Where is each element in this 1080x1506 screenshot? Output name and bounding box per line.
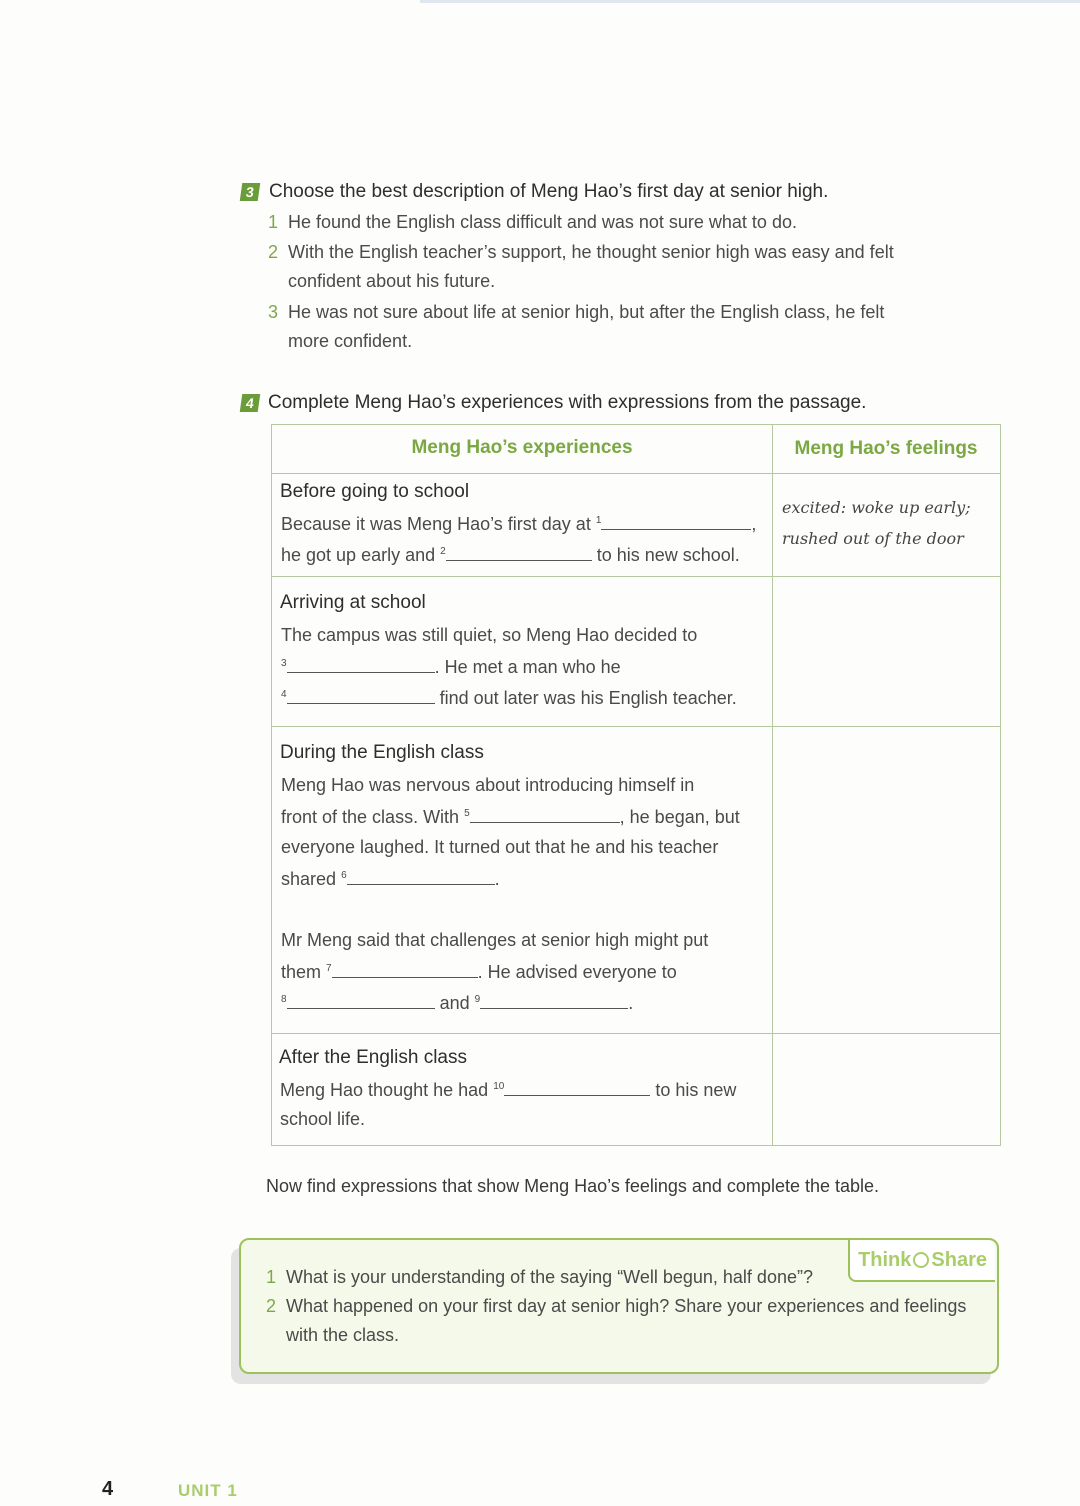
unit-label: UNIT 1 [178,1481,238,1500]
text: . He advised everyone to [477,962,677,982]
think-share-tag [848,1240,995,1282]
handwritten-feeling-line-2: rushed out of the door [782,529,964,548]
exercise-4-badge: 4 [240,394,261,412]
blank-number: 1 [595,515,602,526]
blank-number: 5 [464,808,470,819]
share-label: Share [931,1249,987,1271]
blank-number: 7 [326,963,332,974]
row-text-line: Because it was Meng Hao’s first day at $^1$ , [281,514,757,534]
answer-blank[interactable] [470,806,620,823]
row-text-line [281,544,740,566]
option-text: He found the English class difficult and was not sure what to do. [288,212,797,232]
blank-number: 2 [440,546,446,557]
text: he got up early and [281,545,436,565]
row-heading: During the English class [280,742,484,763]
blank-number: 8 [281,994,287,1005]
row-text-line [281,961,677,983]
text: . He met a man who he [434,657,621,677]
exercise-3-option-2-cont: confident about his future. [288,271,496,291]
answer-blank[interactable] [480,992,628,1009]
table-rule [272,1033,1000,1034]
text: Because it was Meng Hao’s first day at [281,514,591,534]
row-text-line: Meng Hao was nervous about introducing himself in [281,775,695,795]
row-text-line: school life. [280,1109,366,1129]
option-number: 1 [268,212,279,232]
answer-blank[interactable] [446,544,592,561]
text: Meng Hao thought he had [280,1080,489,1100]
text: to his new school. [596,545,740,565]
text: and [439,993,470,1013]
option-text: With the English teacher’s support, he thought senior high was easy and felt [288,242,894,262]
row-heading: Before going to school [280,481,470,502]
answer-blank[interactable] [332,961,478,978]
table-rule [272,473,1000,474]
row-text-line: shared $^6$ . [281,869,500,889]
answer-blank[interactable] [287,687,435,704]
page-number: 4 [102,1478,114,1500]
question-number: 1 [266,1267,277,1287]
row-heading: Arriving at school [280,592,426,613]
row-text-line: The campus was still quiet, so Meng Hao decided to [281,625,698,645]
table-header-experiences: Meng Hao’s experiences [411,437,633,458]
text: them [281,962,322,982]
row-text-line [281,687,737,709]
question-2 [266,1291,966,1321]
question-number: 2 [266,1296,277,1316]
text: front of the class. With [281,807,460,827]
row-text-line: Mr Meng said that challenges at senior high might put [281,930,709,950]
think-label: Think [858,1249,912,1271]
question-1 [266,1262,813,1292]
think-share-box [239,1238,999,1374]
row-text-line [280,1079,736,1101]
blank-number: 6 [341,870,347,881]
row-text-line: everyone laughed. It turned out that he and his teacher [281,837,719,857]
exercise-3-option-3 [268,297,884,327]
blank-number: 10 [493,1081,505,1092]
instruction-text: Now find expressions that show Meng Hao’s feelings and complete the table. [266,1176,880,1196]
question-2-cont: with the class. [286,1325,400,1345]
exercise-3-option-2 [268,237,894,267]
row-text-line [281,656,621,678]
table-header-feelings: Meng Hao’s feelings [794,438,978,459]
handwritten-feeling-line-1: excited: woke up early; [782,498,971,517]
option-number: 2 [268,242,279,262]
answer-blank[interactable] [287,656,435,673]
text: find out later was his English teacher. [439,688,737,708]
answer-blank[interactable] [504,1079,650,1096]
exercise-3-badge: 3 [240,183,261,201]
text: shared [281,869,337,889]
table-divider [772,425,773,1145]
blank-number: 4 [281,689,287,700]
exercise-4-title: Complete Meng Hao’s experiences with expressions from the passage. [268,392,867,413]
experiences-table [271,424,1001,1146]
exercise-3-title: Choose the best description of Meng Hao’s first day at senior high. [269,181,829,202]
table-rule [272,726,1000,727]
exercise-3-option-1 [268,207,797,237]
text: to his new [655,1080,737,1100]
text: , he began, but [619,807,740,827]
row-heading: After the English class [279,1047,467,1068]
row-text-line [281,806,740,828]
question-text: What happened on your first day at senior high? Share your experiences and feelings [286,1296,967,1316]
answer-blank[interactable] [347,868,495,885]
blank-number: 3 [281,658,287,669]
table-rule [272,576,1000,577]
answer-blank[interactable] [287,992,435,1009]
exercise-3-option-3-cont: more confident. [288,331,413,351]
option-number: 3 [268,302,279,322]
question-text: What is your understanding of the saying “Well begun, half done”? [286,1267,813,1287]
option-text: He was not sure about life at senior high, but after the English class, he felt [288,302,885,322]
blank-number: 9 [474,994,481,1005]
row-text-line: $^8$ and $^9$ . [281,993,634,1013]
answer-blank[interactable] [601,513,751,530]
top-edge-line [420,0,1080,3]
lightbulb-icon [913,1252,929,1268]
